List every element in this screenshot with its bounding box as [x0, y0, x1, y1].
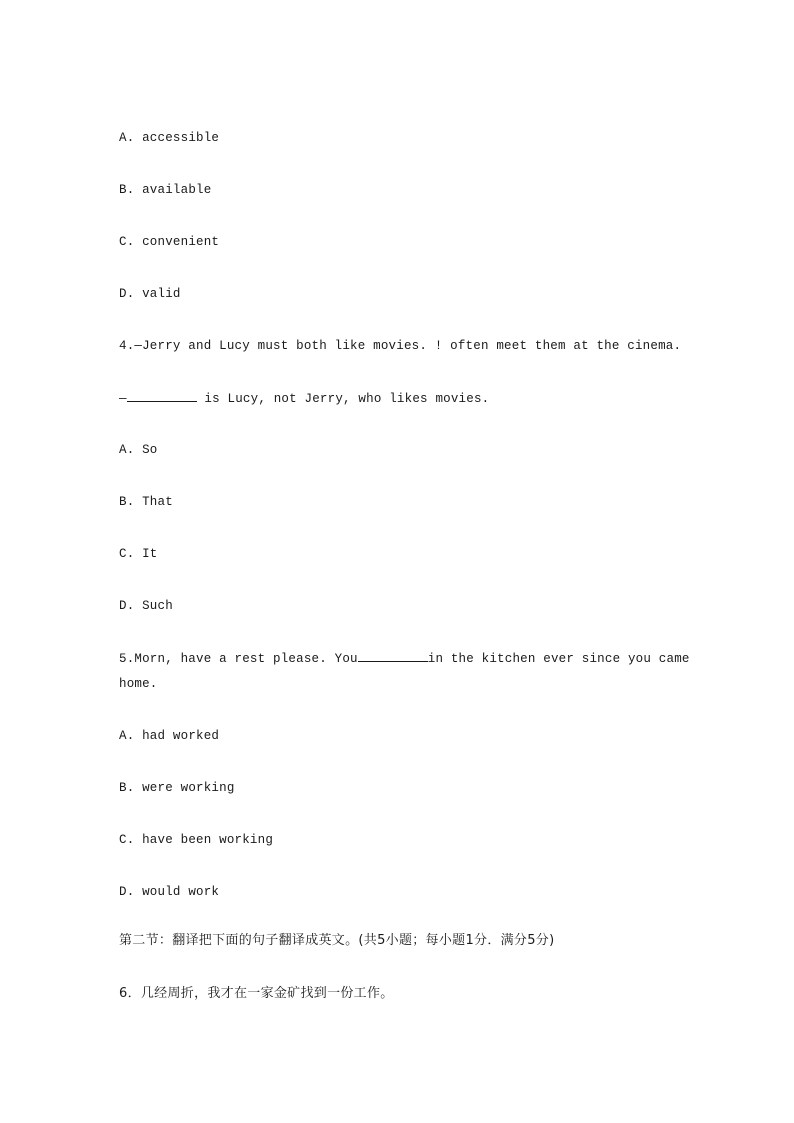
option-text: would work — [142, 885, 220, 899]
option-letter: C. — [119, 547, 135, 561]
q5-prompt-line2: home. — [119, 677, 158, 691]
q4-prompt-line1: 4.—Jerry and Lucy must both like movies. ! often meet them at the cinema. — [119, 339, 682, 353]
q4-prompt-suffix: is Lucy, not Jerry, who likes movies. — [196, 392, 490, 406]
q3-option-d — [119, 286, 181, 302]
option-text: That — [142, 495, 173, 509]
option-letter: D. — [119, 599, 135, 613]
option-text: have been working — [142, 833, 274, 847]
q4-dash: — — [119, 392, 127, 406]
option-letter: C. — [119, 833, 135, 847]
q4-option-b — [119, 494, 173, 510]
q4-prompt-line2 — [119, 390, 489, 407]
option-letter: A. — [119, 131, 135, 145]
q6-prompt: 6．几经周折，我才在一家金矿找到一份工作。 — [119, 986, 394, 1001]
option-letter: C. — [119, 235, 135, 249]
q5-answer-blank — [358, 650, 428, 662]
option-text: So — [142, 443, 158, 457]
option-text: It — [142, 547, 158, 561]
q5-prompt-suffix: in the kitchen ever since you came — [427, 652, 690, 666]
q4-answer-blank — [127, 390, 197, 402]
option-text: Such — [142, 599, 173, 613]
option-text: available — [142, 183, 212, 197]
q4-option-d — [119, 598, 173, 614]
q3-option-a — [119, 130, 219, 146]
option-letter: A. — [119, 443, 135, 457]
option-letter: B. — [119, 495, 135, 509]
q5-option-b — [119, 780, 235, 796]
option-letter: B. — [119, 781, 135, 795]
q4-option-c — [119, 546, 158, 562]
q3-option-c — [119, 234, 219, 250]
q5-prompt-prefix: 5.Morn, have a rest please. You — [119, 652, 358, 666]
option-text: were working — [142, 781, 235, 795]
q5-option-a — [119, 728, 219, 744]
q5-prompt-line1 — [119, 650, 690, 667]
q5-option-c — [119, 832, 273, 848]
option-letter: D. — [119, 885, 135, 899]
option-text: accessible — [142, 131, 220, 145]
section2-heading: 第二节：翻译把下面的句子翻译成英文。(共5小题；每小题1分．满分5分) — [119, 933, 555, 948]
q3-option-b — [119, 182, 211, 198]
option-text: valid — [142, 287, 181, 301]
option-letter: B. — [119, 183, 135, 197]
option-letter: A. — [119, 729, 135, 743]
option-text: had worked — [142, 729, 220, 743]
option-letter: D. — [119, 287, 135, 301]
q5-option-d — [119, 884, 219, 900]
option-text: convenient — [142, 235, 220, 249]
q4-option-a — [119, 442, 158, 458]
